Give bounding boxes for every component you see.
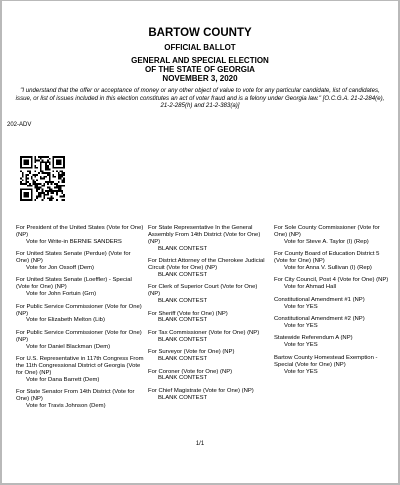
contest-title: For Clerk of Superior Court (Vote for One) (NP) [148,284,258,298]
contest-choice: BLANK CONTEST [158,271,208,278]
contest-title: Bartow County Homestead Exemption - Special (Vote for One) (NP) [274,354,378,368]
contest-item [274,225,392,246]
contest-item [148,311,270,325]
contest-item [148,388,270,402]
contest-item [274,355,392,376]
contest-title: For Public Service Commissioner (Vote for One) (NP) [16,329,142,343]
contest-item [16,251,144,272]
contest-choice: Vote for Jon Ossoff (Dem) [26,265,94,272]
contest-choice: BLANK CONTEST [158,336,208,343]
contest-choice: Vote for Daniel Blackman (Dem) [26,343,111,350]
contest-title: For City Council, Post 4 (Vote for One) (NP) [274,277,389,284]
contest-choice: Vote for YES [284,303,318,310]
contest-title: For Public Service Commissioner (Vote for One) (NP) [16,303,142,317]
contest-column-3 [274,225,392,381]
contest-item [274,316,392,330]
contest-title: Constitutional Amendment #1 (NP) [274,296,365,303]
qr-code-icon [20,156,65,201]
contest-choice: Vote for Travis Johnson (Dem) [26,403,106,410]
contest-choice: Vote for YES [284,342,318,349]
voter-fraud-notice: "I understand that the offer or acceptance of money or any other object of value to vote for any particular candidate, list of candidates, issue, or list of issues included in this election constitutes an act of voter fraud and is a felony under Georgia law." [O.C.G.A. 21-2-284(e), 21-2-285(h) and 21-2-383(a)] [15,87,385,110]
contest-title: For District Attorney of the Cherokee Judicial Circuit (Vote for One) (NP) [148,258,265,272]
contest-title: For United States Senate (Loeffler) - Special (Vote for One) (NP) [16,277,132,291]
contest-item [274,297,392,311]
contest-item [148,225,270,253]
contest-title: For President of the United States (Vote for One) (NP) [16,225,144,238]
contest-title: For Sheriff (Vote for One) (NP) [148,310,228,317]
contest-item [274,335,392,349]
contest-item [148,330,270,344]
election-title-line2: OF THE STATE OF GEORGIA [145,65,255,74]
contest-title: For Coroner (Vote for One) (NP) [148,368,233,375]
contest-item [274,251,392,272]
contest-title: For Surveyor (Vote for One) (NP) [148,349,235,356]
election-title-line1: GENERAL AND SPECIAL ELECTION [131,56,269,65]
contest-choice: Vote for Dana Barrett (Dem) [26,376,100,383]
contest-item [16,356,144,384]
contest-choice: Vote for YES [284,368,318,375]
contest-item [148,284,270,305]
contest-title: For County Board of Education District 5 (Vote for One) (NP) [274,251,380,265]
contest-title: For U.S. Representative in 117th Congress From the 11th Congressional District of Georgia (Vote for One) (NP) [16,356,144,376]
contest-item [148,258,270,279]
contest-choice: Vote for Ahmad Hall [284,284,337,291]
contest-choice: BLANK CONTEST [158,394,208,401]
contest-item [16,225,144,246]
contest-choice: Vote for Anna V. Sullivan (I) (Rep) [284,265,372,272]
contest-title: For State Representative In the General Assembly From 14th District (Vote for One) (NP) [148,225,261,245]
election-date: NOVEMBER 3, 2020 [162,74,238,83]
contest-title: For State Senator From 14th District (Vote for One) (NP) [16,389,135,403]
contest-column-2 [148,225,270,407]
page-indicator: 1/1 [195,441,205,447]
contest-choice: BLANK CONTEST [158,356,208,363]
contest-choice: BLANK CONTEST [158,317,208,324]
ballot-type: OFFICIAL BALLOT [164,43,236,52]
contest-choice: Vote for Write-in BERNIE SANDERS [26,238,122,245]
contest-column-1 [16,225,144,415]
contest-item [148,349,270,363]
contest-title: For United States Senate (Perdue) (Vote for One) (NP) [16,251,131,265]
contest-choice: BLANK CONTEST [158,298,208,305]
contest-item [16,389,144,410]
contest-title: For Sole County Commissioner (Vote for One) (NP) [274,225,380,238]
contest-item [16,277,144,298]
contest-choice: Vote for YES [284,322,318,329]
ballot-page [2,1,398,483]
contest-item [274,277,392,291]
contest-title: For Chief Magistrate (Vote for One) (NP) [148,387,254,394]
contest-item [148,369,270,383]
contest-choice: Vote for Steve A. Taylor (I) (Rep) [284,238,369,245]
contest-item [16,330,144,351]
contest-choice: Vote for John Fortuin (Grn) [26,291,97,298]
county-title: BARTOW COUNTY [148,27,252,39]
contest-title: Constitutional Amendment #2 (NP) [274,316,365,323]
contest-title: Statewide Referendum A (NP) [274,335,353,342]
contest-choice: BLANK CONTEST [158,375,208,382]
ballot-code: 202-ADV [7,122,32,128]
contest-choice: Vote for Elizabeth Melton (Lib) [26,317,105,324]
contest-choice: BLANK CONTEST [158,245,208,252]
contest-item [16,304,144,325]
contest-title: For Tax Commissioner (Vote for One) (NP) [148,329,260,336]
